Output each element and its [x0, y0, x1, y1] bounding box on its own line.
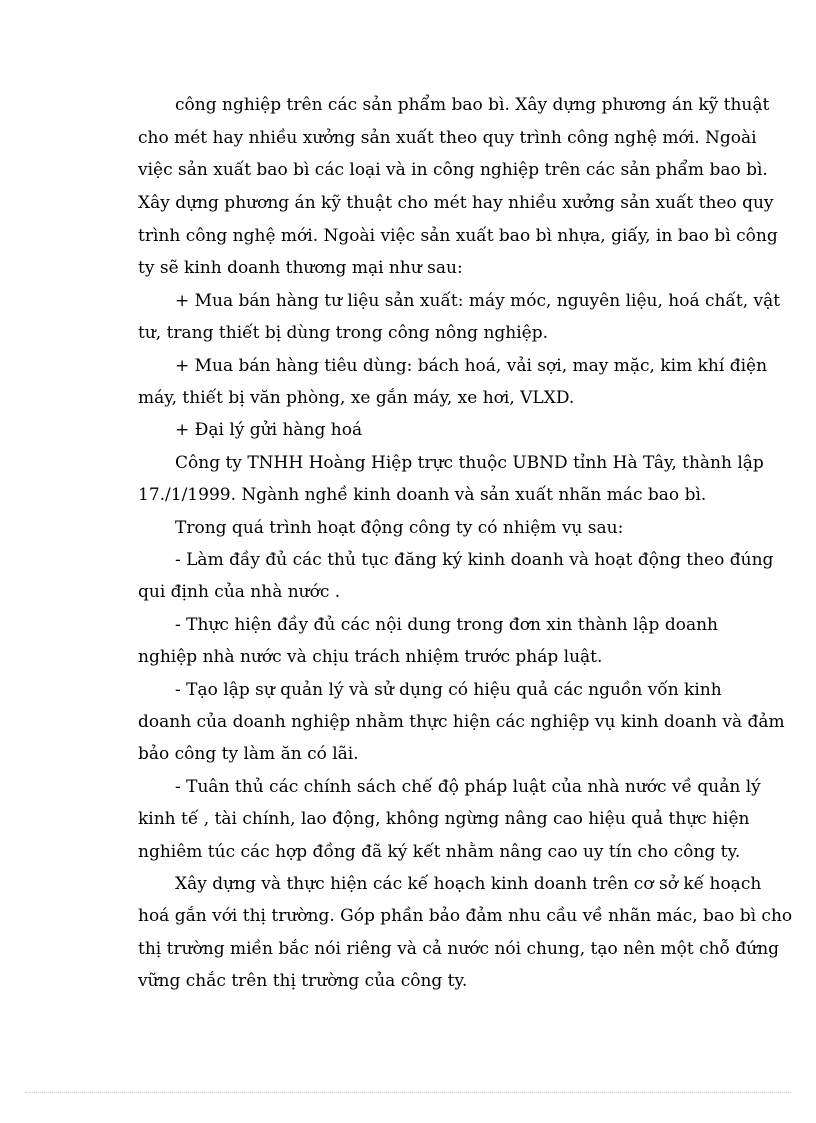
text-line: + Mua bán hàng tiêu dùng: bách hoá, vải sợi, may mặc, kim khí điện: [175, 356, 768, 376]
text-line: 17./1/1999. Ngành nghề kinh doanh và sản xuất nhãn mác bao bì.: [138, 485, 707, 505]
text-line: tư, trang thiết bị dùng trong công nông nghiệp.: [138, 323, 549, 343]
text-line: thị trường miền bắc nói riêng và cả nước nói chung, tạo nên một chỗ đứng: [138, 939, 780, 959]
text-line: nghiệp nhà nước và chịu trách nhiệm trước pháp luật.: [138, 647, 603, 667]
text-line: - Làm đầy đủ các thủ tục đăng ký kinh doanh và hoạt động theo đúng: [175, 550, 774, 570]
text-line: việc sản xuất bao bì các loại và in công nghiệp trên các sản phẩm bao bì.: [138, 160, 768, 180]
text-line: + Đại lý gửi hàng hoá: [175, 420, 363, 440]
text-line: hoá gắn với thị trường. Góp phần bảo đảm nhu cầu về nhãn mác, bao bì cho: [138, 906, 793, 926]
text-line: Công ty TNHH Hoàng Hiệp trực thuộc UBND tỉnh Hà Tây, thành lập: [175, 453, 764, 473]
text-line: + Mua bán hàng tư liệu sản xuất: máy móc, nguyên liệu, hoá chất, vật: [175, 291, 781, 311]
text-line: doanh của doanh nghiệp nhằm thực hiện các nghiệp vụ kinh doanh và đảm: [138, 712, 785, 732]
text-line: - Thực hiện đầy đủ các nội dung trong đơn xin thành lập doanh: [175, 615, 718, 635]
text-line: ty sẽ kinh doanh thương mại như sau:: [138, 258, 463, 278]
text-line: vững chắc trên thị trường của công ty.: [138, 971, 468, 991]
text-line: bảo công ty làm ăn có lãi.: [138, 744, 359, 764]
text-line: Trong quá trình hoạt động công ty có nhiệm vụ sau:: [175, 518, 624, 538]
text-line: Xây dựng phương án kỹ thuật cho mét hay nhiều xưởng sản xuất theo quy: [138, 193, 774, 213]
page-bottom-rule: [25, 1092, 791, 1093]
text-line: máy, thiết bị văn phòng, xe gắn máy, xe hơi, VLXD.: [138, 388, 575, 408]
text-line: công nghiệp trên các sản phẩm bao bì. Xây dựng phương án kỹ thuật: [175, 95, 770, 115]
text-line: cho mét hay nhiều xưởng sản xuất theo quy trình công nghệ mới. Ngoài: [138, 128, 757, 148]
text-line: qui định của nhà nước .: [138, 582, 341, 602]
text-line: kinh tế , tài chính, lao động, không ngừng nâng cao hiệu quả thực hiện: [138, 809, 750, 829]
text-line: trình công nghệ mới. Ngoài việc sản xuất bao bì nhựa, giấy, in bao bì công: [138, 226, 778, 246]
text-line: - Tạo lập sự quản lý và sử dụng có hiệu quả các nguồn vốn kinh: [175, 680, 722, 700]
text-line: nghiêm túc các hợp đồng đã ký kết nhằm nâng cao uy tín cho công ty.: [138, 842, 741, 862]
text-line: - Tuân thủ các chính sách chế độ pháp luật của nhà nước về quản lý: [175, 777, 761, 797]
text-line: Xây dựng và thực hiện các kế hoạch kinh doanh trên cơ sở kế hoạch: [175, 874, 762, 894]
